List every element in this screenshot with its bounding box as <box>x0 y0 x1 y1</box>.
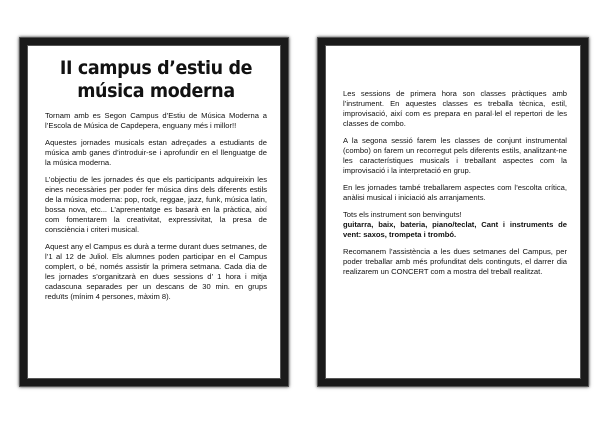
intro-paragraph: Tornam amb es Segon Campus d’Estiu de Música Moderna a l’Escola de Música de Capdepera, enguany més i millor!! <box>45 111 267 130</box>
audience-paragraph: Aquestes jornades musicals estan adreçades a estudiants de música amb ganes d’introduir-se i aprofundir en el llenguatge de la música moderna. <box>45 138 267 167</box>
second-session-paragraph: A la segona sessió farem les classes de conjunt instrumental (combo) on farem un recorregut pels diferents estils, analitzant-ne les característiques musicals i treballant aspectes com la improvisació i la interpretació en grup. <box>343 136 567 175</box>
page-title <box>54 57 258 103</box>
right-page-panel <box>318 38 588 386</box>
left-page-panel <box>20 38 288 386</box>
first-session-paragraph: Les sessions de primera hora son classes pràctiques amb l’instrument. En aquestes classes es treballa tècnica, estil, improvisació, així com es prepara en paral·lel el repertori de les classes de combo. <box>343 89 567 128</box>
title-line-2: música moderna <box>77 80 235 102</box>
objective-paragraph: L’objectiu de les jornades és que els participants adquireixin les eines necessàries per poder fer música dins dels diferents estils de la música moderna: pop, rock, reggae, jazz, funk, música latin, bossa nova, etc... L’aprenentatge es basarà en la pràctica, així com fomentarem la creativitat, expressivitat, la presa de consciència i criteri musical. <box>45 175 267 234</box>
listening-paragraph: En les jornades també treballarem aspectes com l’escolta crítica, anàlisi musical i iniciació als arranjaments. <box>343 183 567 202</box>
schedule-paragraph: Aquest any el Campus es durà a terme durant dues setmanes, de l’1 al 12 de Juliol. Els alumnes poden participar en el Campus complert, o bé, només assistir la primera setmana. Cada dia de les jornades s’organitzarà en dues sessions d’ 1 hora i mitja cadascuna separades per un descans de 30 min. en grups reduïts (mínim 4 persones, màxim 8). <box>45 242 267 301</box>
instruments-list: guitarra, baix, bateria, piano/teclat, Cant i instruments de vent: saxos, trompeta i trombó. <box>343 220 567 239</box>
instruments-intro: Tots els instrument son benvinguts! <box>343 210 462 219</box>
instruments-paragraph <box>343 210 567 240</box>
title-line-1: II campus d’estiu de <box>59 57 253 79</box>
closing-paragraph: Recomanem l’assistència a les dues setmanes del Campus, per poder treballar amb més profunditat dels continguts, el darrer dia realizarem un CONCERT com a mostra del treball realitzat. <box>343 247 567 276</box>
